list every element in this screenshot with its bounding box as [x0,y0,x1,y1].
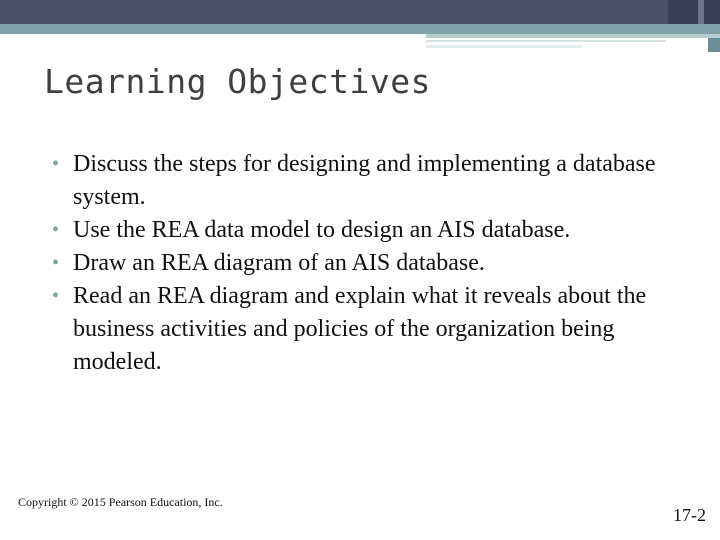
page-number: 17-2 [673,505,706,525]
slide-title: Learning Objectives [44,62,431,101]
bullet-icon: • [52,252,60,274]
objectives-list [52,148,692,379]
list-item [52,280,692,379]
decorative-line [426,45,581,48]
list-item [52,148,692,214]
list-item [52,214,692,247]
bullet-icon: • [52,153,60,175]
teal-accent-strip-right [426,34,720,38]
list-item-text: Use the REA data model to design an AIS database. [73,217,571,243]
top-header-band [0,0,720,24]
bullet-icon: • [52,219,60,241]
list-item-text: Discuss the steps for designing and implementing a database system. [73,151,656,210]
list-item-text: Draw an REA diagram of an AIS database. [73,250,485,276]
copyright-notice: Copyright © 2015 Pearson Education, Inc. [18,495,223,509]
bullet-icon: • [52,285,60,307]
teal-accent-strip [0,24,720,34]
decorative-line [426,40,666,42]
list-item [52,247,692,280]
list-item-text: Read an REA diagram and explain what it reveals about the business activities and policies of the organization being modeled. [73,283,647,375]
decorative-edge-block [708,38,720,52]
